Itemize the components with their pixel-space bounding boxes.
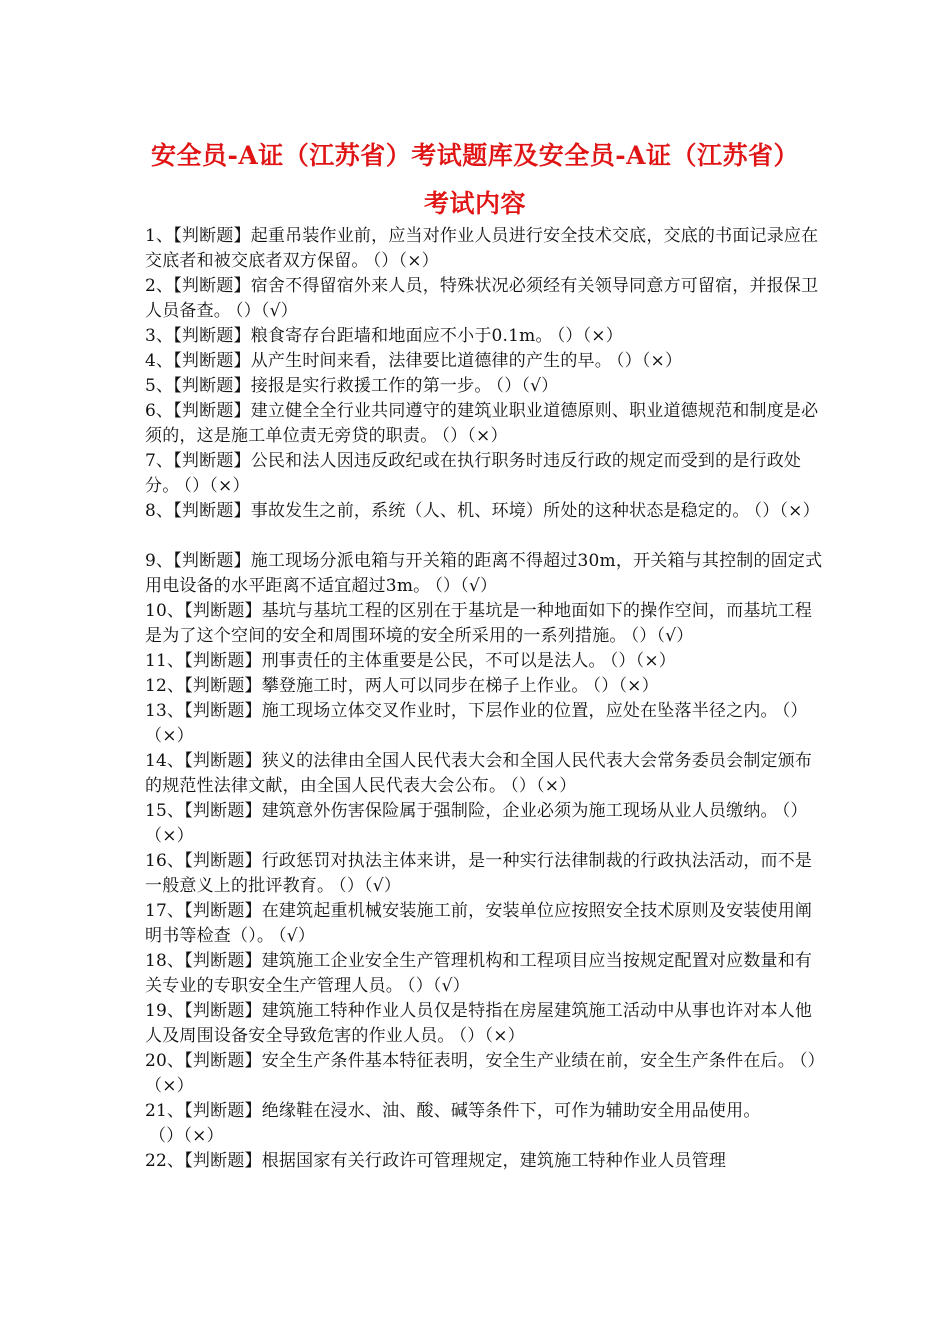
question-type: 【判断题】 xyxy=(173,326,251,346)
question-text: 建筑意外伤害保险属于强制险，企业必须为施工现场从业人员缴纳。 xyxy=(261,801,778,821)
question-type: 【判断题】 xyxy=(184,1101,262,1121)
question-text: 宿舍不得留宿外来人员，特殊状况必须经有关领导同意方可留宿，并报保卫人员备查。 xyxy=(145,276,819,321)
question-type: 【判断题】 xyxy=(173,401,251,421)
question-item xyxy=(145,374,825,399)
question-item xyxy=(145,649,825,674)
question-type: 【判断题】 xyxy=(184,1151,262,1171)
question-number: 15、 xyxy=(145,801,185,821)
question-number: 7、 xyxy=(145,451,174,471)
question-item xyxy=(145,799,825,849)
question-item xyxy=(145,949,825,999)
question-text: 绝缘鞋在浸水、油、酸、碱等条件下，可作为辅助安全用品使用。 xyxy=(261,1101,761,1121)
question-number: 14、 xyxy=(145,751,185,771)
question-item xyxy=(145,999,825,1049)
question-type: 【判断题】 xyxy=(173,351,251,371)
question-item xyxy=(145,749,825,799)
question-number: 10、 xyxy=(145,601,185,621)
question-type: 【判断题】 xyxy=(173,226,251,246)
question-item xyxy=(145,1149,825,1174)
question-answer: （）（×） xyxy=(372,251,439,271)
question-text: 建筑施工特种作业人员仅是特指在房屋建筑施工活动中从事也许对本人他人及周围设备安全导致危害的作业人员。 xyxy=(145,1001,813,1046)
question-answer: （√） xyxy=(278,926,316,946)
question-type: 【判断题】 xyxy=(184,801,262,821)
question-answer: （）（×） xyxy=(592,676,659,696)
question-type: 【判断题】 xyxy=(184,1001,262,1021)
question-number: 19、 xyxy=(145,1001,185,1021)
question-answer: （）（×） xyxy=(615,351,683,371)
question-type: 【判断题】 xyxy=(184,651,262,671)
question-item xyxy=(145,324,825,349)
question-item xyxy=(145,499,825,524)
question-item xyxy=(145,549,825,599)
page-title-line-2: 考试内容 xyxy=(423,189,526,218)
question-answer: （）（×） xyxy=(145,1051,825,1096)
question-type: 【判断题】 xyxy=(184,951,262,971)
question-text: 接报是实行救援工作的第一步。 xyxy=(250,376,492,396)
question-text: 狭义的法律由全国人民代表大会和全国人民代表大会常务委员会制定颁布的规范性法律文献，由全国人民代表大会公布。 xyxy=(145,751,813,796)
question-text: 基坑与基坑工程的区别在于基坑是一种地面如下的操作空间，而基坑工程是为了这个空间的安全和周围环境的安全所采用的一系列措施。 xyxy=(145,601,813,646)
question-item xyxy=(145,224,825,274)
question-item xyxy=(145,349,825,374)
question-answer: （）（×） xyxy=(149,1126,224,1146)
question-text: 起重吊装作业前，应当对作业人员进行安全技术交底，交底的书面记录应在交底者和被交底者双方保留。 xyxy=(145,226,819,271)
question-number: 16、 xyxy=(145,851,185,871)
question-text: 刑事责任的主体重要是公民，不可以是法人。 xyxy=(261,651,606,671)
question-type: 【判断题】 xyxy=(173,376,251,396)
page-title-line-1: 安全员-A证（江苏省）考试题库及安全员-A证（江苏省） xyxy=(150,141,800,170)
question-number: 11、 xyxy=(145,651,185,671)
question-answer: （）（×） xyxy=(441,426,508,446)
question-answer: （）（×） xyxy=(556,326,623,346)
question-number: 21、 xyxy=(145,1101,185,1121)
question-item xyxy=(145,449,825,499)
question-type: 【判断题】 xyxy=(184,1051,262,1071)
question-text: 攀登施工时，两人可以同步在梯子上作业。 xyxy=(261,676,589,696)
question-list xyxy=(145,224,825,1174)
question-answer: （）（√） xyxy=(495,376,559,396)
question-answer: （）（√） xyxy=(630,626,694,646)
question-type: 【判断题】 xyxy=(173,501,251,521)
question-text: 根据国家有关行政许可管理规定，建筑施工特种作业人员管理 xyxy=(261,1151,727,1171)
question-item xyxy=(145,849,825,899)
question-number: 5、 xyxy=(145,376,174,396)
question-type: 【判断题】 xyxy=(184,901,262,921)
question-number: 8、 xyxy=(145,501,174,521)
question-text: 公民和法人因违反政纪或在执行职务时违反行政的规定而受到的是行政处分。 xyxy=(145,451,802,496)
question-type: 【判断题】 xyxy=(184,676,262,696)
question-number: 9、 xyxy=(145,551,174,571)
question-text: 建立健全全行业共同遵守的建筑业职业道德原则、职业道德规范和制度是必须的，这是施工单位责无旁贷的职责。 xyxy=(145,401,819,446)
question-text: 施工现场分派电箱与开关箱的距离不得超过30m，开关箱与其控制的固定式用电设备的水平距离不适宜超过3m。 xyxy=(145,551,823,596)
question-answer: （）（√） xyxy=(407,976,470,996)
question-type: 【判断题】 xyxy=(173,451,251,471)
question-number: 13、 xyxy=(145,701,185,721)
question-number: 12、 xyxy=(145,676,185,696)
question-number: 18、 xyxy=(145,951,185,971)
question-number: 1、 xyxy=(145,226,174,246)
question-answer: （）（√） xyxy=(338,876,402,896)
question-answer: （）（√） xyxy=(235,301,298,321)
question-number: 22、 xyxy=(145,1151,185,1171)
question-item xyxy=(145,1049,825,1099)
question-type: 【判断题】 xyxy=(184,751,262,771)
question-answer: （）（×） xyxy=(609,651,676,671)
paragraph-gap xyxy=(145,524,825,549)
question-text: 行政惩罚对执法主体来讲，是一种实行法律制裁的行政执法活动，而不是一般意义上的批评教育。 xyxy=(145,851,813,896)
question-type: 【判断题】 xyxy=(184,601,262,621)
question-text: 在建筑起重机械安装施工前，安装单位应按照安全技术原则及安装使用阐明书等检查（）。 xyxy=(145,901,813,946)
question-answer: （）（×） xyxy=(510,776,577,796)
question-item xyxy=(145,599,825,649)
question-text: 粮食寄存台距墙和地面应不小于0.1m。 xyxy=(250,326,553,346)
question-text: 事故发生之前，系统（人、机、环境）所处的这种状态是稳定的。 xyxy=(250,501,750,521)
question-answer: （）（×） xyxy=(458,1026,525,1046)
question-number: 6、 xyxy=(145,401,174,421)
question-answer: （）（√） xyxy=(434,576,498,596)
question-item xyxy=(145,699,825,749)
question-answer: （）（×） xyxy=(145,701,808,746)
question-number: 2、 xyxy=(145,276,174,296)
question-text: 安全生产条件基本特征表明，安全生产业绩在前，安全生产条件在后。 xyxy=(261,1051,795,1071)
question-type: 【判断题】 xyxy=(184,851,262,871)
question-item xyxy=(145,899,825,949)
question-number: 20、 xyxy=(145,1051,185,1071)
question-answer: （）（×） xyxy=(145,801,808,846)
question-type: 【判断题】 xyxy=(184,701,262,721)
question-number: 4、 xyxy=(145,351,174,371)
question-item xyxy=(145,674,825,699)
question-item xyxy=(145,1099,825,1149)
question-type: 【判断题】 xyxy=(173,551,251,571)
question-number: 17、 xyxy=(145,901,185,921)
question-text: 建筑施工企业安全生产管理机构和工程项目应当按规定配置对应数量和有关专业的专职安全生产管理人员。 xyxy=(145,951,813,996)
question-text: 施工现场立体交叉作业时，下层作业的位置，应处在坠落半径之内。 xyxy=(261,701,778,721)
question-item xyxy=(145,399,825,449)
question-type: 【判断题】 xyxy=(173,276,251,296)
question-item xyxy=(145,274,825,324)
question-answer: （）（×） xyxy=(753,501,820,521)
question-number: 3、 xyxy=(145,326,174,346)
question-answer: （）（×） xyxy=(183,476,250,496)
question-text: 从产生时间来看，法律要比道德律的产生的早。 xyxy=(250,351,612,371)
